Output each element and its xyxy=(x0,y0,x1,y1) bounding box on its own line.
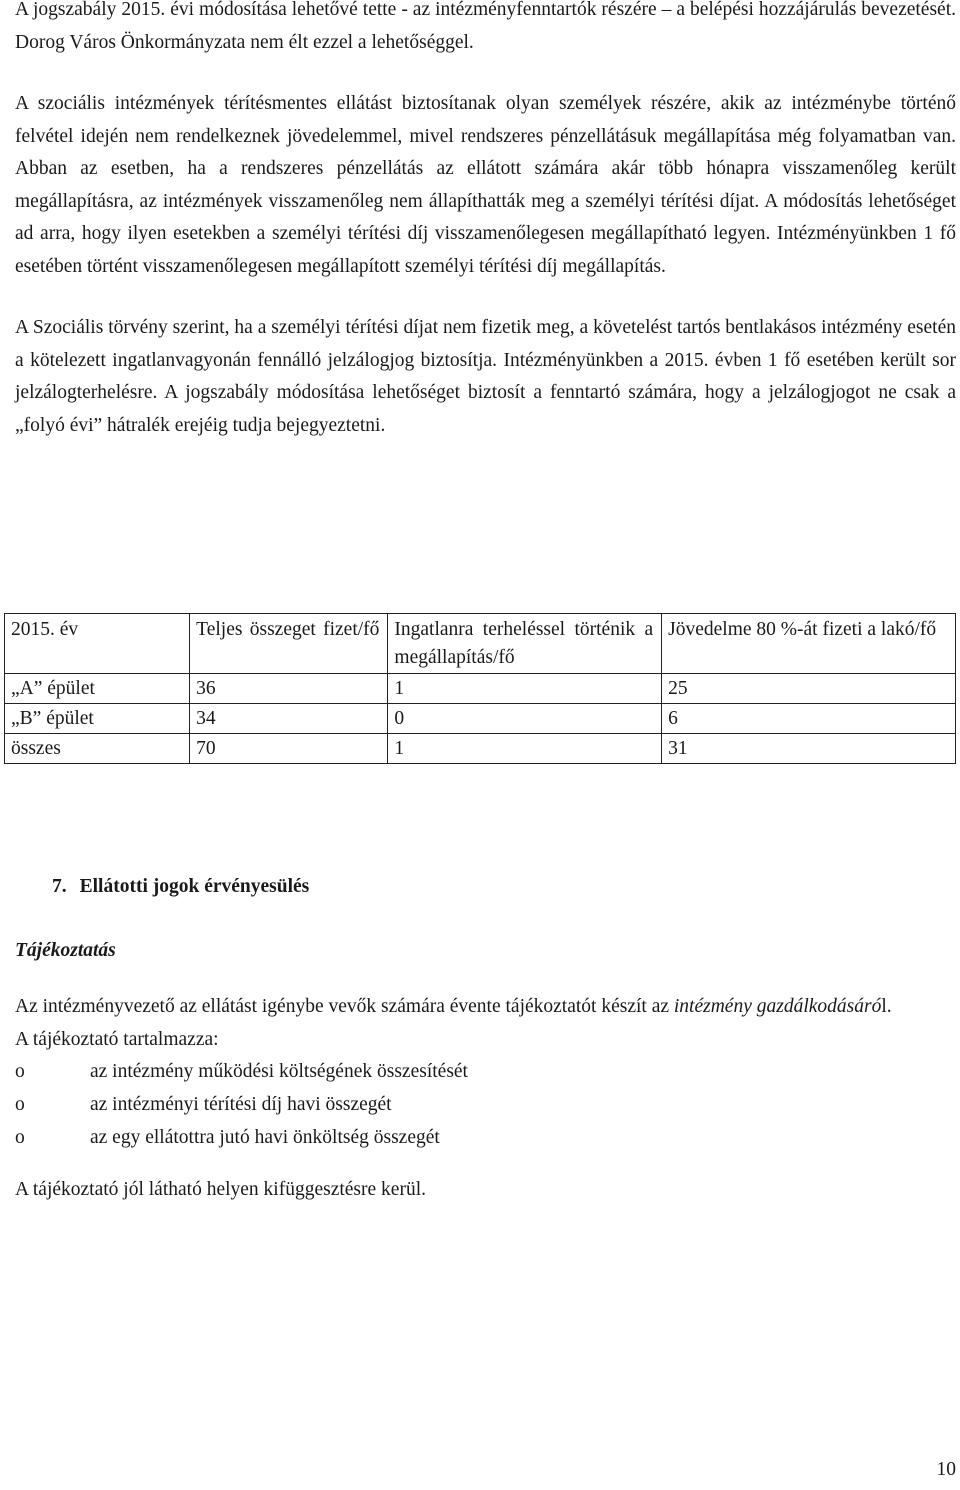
intro-prefix: Az intézményvezető az ellátást igénybe vevők számára évente tájékoztatót készít az xyxy=(15,996,674,1017)
table-cell: 70 xyxy=(190,734,388,764)
closing-paragraph: A tájékoztató jól látható helyen kifüggesztésre kerül. xyxy=(15,1179,426,1200)
table-cell: 6 xyxy=(662,704,956,734)
section-number: 7. xyxy=(52,876,67,897)
table-cell: 31 xyxy=(662,734,956,764)
table-cell: 36 xyxy=(190,674,388,704)
list-item-text: az intézmény működési költségének összesítését xyxy=(90,1061,468,1082)
list-item xyxy=(15,1089,956,1122)
list-item xyxy=(15,1122,956,1155)
list-item-text: az intézményi térítési díj havi összegét xyxy=(90,1094,392,1115)
bullet-marker: o xyxy=(15,1127,25,1148)
table-row xyxy=(5,674,956,704)
section-heading xyxy=(52,871,309,904)
paragraph-fee-amendment: A jogszabály 2015. évi módosítása lehetővé tette - az intézményfenntartók részére – a belépési hozzájárulás bevezetését. Dorog Város Önkormányzata nem élt ezzel a lehetőséggel. xyxy=(15,0,956,53)
list-intro: A tájékoztató tartalmazza: xyxy=(15,1028,219,1050)
table-cell: „A” épület xyxy=(5,674,190,704)
intro-suffix: l. xyxy=(881,996,892,1017)
table-cell: 25 xyxy=(662,674,956,704)
table-header-cell: 2015. év xyxy=(5,614,190,674)
table-header-cell: Teljes összeget fizet/fő xyxy=(190,614,388,674)
table-header-cell: Ingatlanra terheléssel történik a megállapítás/fő xyxy=(388,614,662,674)
table-cell: 1 xyxy=(388,734,662,764)
list-item-text: az egy ellátottra jutó havi önköltség összegét xyxy=(90,1127,440,1148)
table-row xyxy=(5,704,956,734)
list-item xyxy=(15,1056,956,1089)
section-title: Ellátotti jogok érvényesülés xyxy=(79,876,310,897)
payment-table xyxy=(4,613,956,764)
table-header-row xyxy=(5,614,956,674)
table-header-cell: Jövedelme 80 %-át fizeti a lakó/fő xyxy=(662,614,956,674)
content-list xyxy=(15,1056,956,1155)
subheading: Tájékoztatás xyxy=(15,940,116,961)
intro-paragraph xyxy=(15,991,956,1024)
table-cell: összes xyxy=(5,734,190,764)
document-page xyxy=(15,0,956,442)
information-block xyxy=(15,991,956,1207)
table-cell: „B” épület xyxy=(5,704,190,734)
table-cell: 1 xyxy=(388,674,662,704)
table-cell: 34 xyxy=(190,704,388,734)
intro-emphasis: intézmény gazdálkodásáró xyxy=(673,996,882,1017)
paragraph-mortgage: A Szociális törvény szerint, ha a személyi térítési díjat nem fizetik meg, a követelést tartós bentlakásos intézmény esetén a kötelezett ingatlanvagyonán fennálló jelzálogjog biztosítja. Intézményünkben a 2015. évben 1 fő esetében került sor jelzálogterhelésre. A jogszabály módosítása lehetőséget biztosít a fenntartó számára, hogy a jelzálogjogot ne csak a „folyó évi” hátralék erejéig tudja bejegyeztetni. xyxy=(15,317,956,436)
bullet-marker: o xyxy=(15,1061,25,1082)
table-cell: 0 xyxy=(388,704,662,734)
table-row xyxy=(5,734,956,764)
paragraph-free-care: A szociális intézmények térítésmentes ellátást biztosítanak olyan személyek részére, akik az intézménybe történő felvétel idején nem rendelkeznek jövedelemmel, mivel rendszeres pénzellátásuk megállapítása még folyamatban van. Abban az esetben, ha a rendszeres pénzellátás az ellátott számára akár több hónapra visszamenőleg került megállapításra, az intézmények visszamenőleg nem állapíthatták meg a személyi térítési díjat. A módosítás lehetőséget ad arra, hogy ilyen esetekben a személyi térítési díj visszamenőlegesen megállapítható legyen. Intézményünkben 1 fő esetében történt visszamenőlegesen megállapított személyi térítési díj megállapítás. xyxy=(15,93,956,277)
bullet-marker: o xyxy=(15,1094,25,1115)
page-number: 10 xyxy=(936,1459,956,1480)
